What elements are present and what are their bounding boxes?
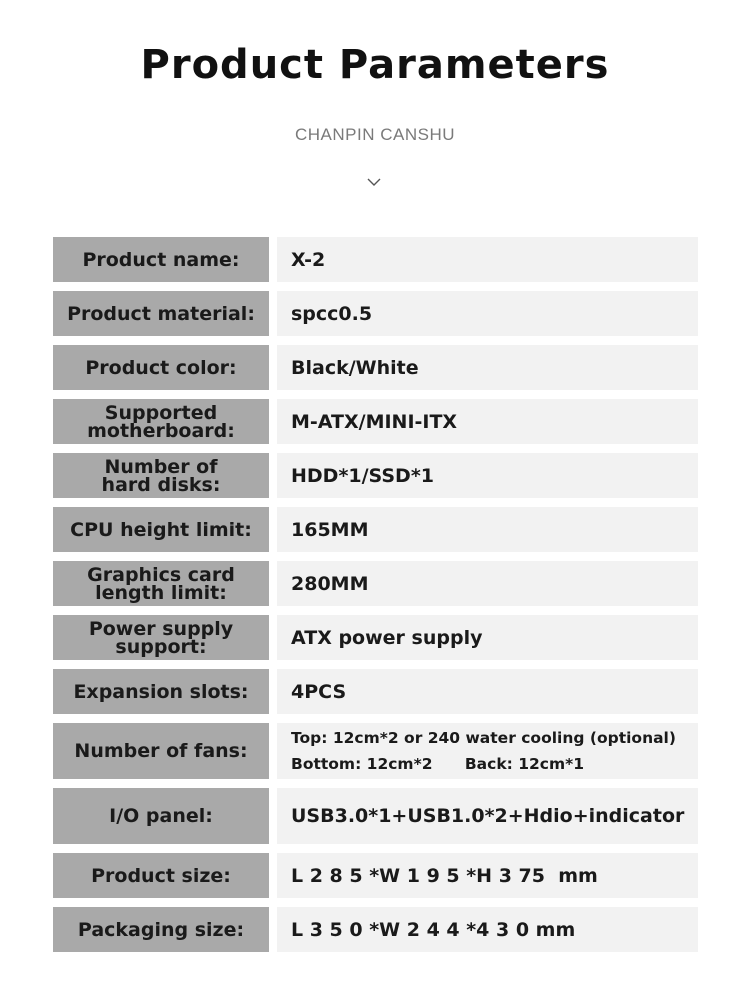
- row-value: HDD*1/SSD*1: [277, 453, 698, 498]
- table-row-graphics-card: [53, 561, 698, 606]
- table-row-product-size: [53, 853, 698, 898]
- row-value: 165MM: [277, 507, 698, 552]
- row-label: Packaging size:: [53, 907, 269, 952]
- row-label: Expansion slots:: [53, 669, 269, 714]
- table-row-product-color: [53, 345, 698, 390]
- page-subtitle: CHANPIN CANSHU: [294, 125, 456, 144]
- page-title: Product Parameters: [140, 42, 610, 88]
- row-label: CPU height limit:: [53, 507, 269, 552]
- table-row-hard-disks: [53, 453, 698, 498]
- row-value: L 2 8 5 *W 1 9 5 *H 3 75 mm: [277, 853, 698, 898]
- table-row-product-name: [53, 237, 698, 282]
- table-row-fans: [53, 723, 698, 779]
- row-value: M-ATX/MINI-ITX: [277, 399, 698, 444]
- row-label: Graphics card length limit:: [53, 561, 269, 606]
- fans-line-2: Bottom: 12cm*2 Back: 12cm*1: [291, 755, 585, 773]
- row-value: 4PCS: [277, 669, 698, 714]
- row-value: 280MM: [277, 561, 698, 606]
- table-row-power-supply: [53, 615, 698, 660]
- row-value: [277, 723, 698, 779]
- row-label: Product material:: [53, 291, 269, 336]
- row-label: Supported motherboard:: [53, 399, 269, 444]
- chevron-down-icon: [366, 176, 382, 188]
- row-value: L 3 5 0 *W 2 4 4 *4 3 0 mm: [277, 907, 698, 952]
- fans-line-1: Top: 12cm*2 or 240 water cooling (optional): [291, 729, 676, 747]
- row-label: Number of fans:: [53, 723, 269, 779]
- row-label: Power supply support:: [53, 615, 269, 660]
- table-row-cpu-height: [53, 507, 698, 552]
- table-row-packaging-size: [53, 907, 698, 952]
- table-row-product-material: [53, 291, 698, 336]
- row-label: Product color:: [53, 345, 269, 390]
- row-value: X-2: [277, 237, 698, 282]
- row-label: Product name:: [53, 237, 269, 282]
- table-row-supported-motherboard: [53, 399, 698, 444]
- row-value: ATX power supply: [277, 615, 698, 660]
- row-label: Product size:: [53, 853, 269, 898]
- table-row-expansion-slots: [53, 669, 698, 714]
- row-value: Black/White: [277, 345, 698, 390]
- row-value: USB3.0*1+USB1.0*2+Hdio+indicator: [277, 788, 698, 844]
- row-value: spcc0.5: [277, 291, 698, 336]
- row-label: Number of hard disks:: [53, 453, 269, 498]
- table-row-io-panel: [53, 788, 698, 844]
- row-label: I/O panel:: [53, 788, 269, 844]
